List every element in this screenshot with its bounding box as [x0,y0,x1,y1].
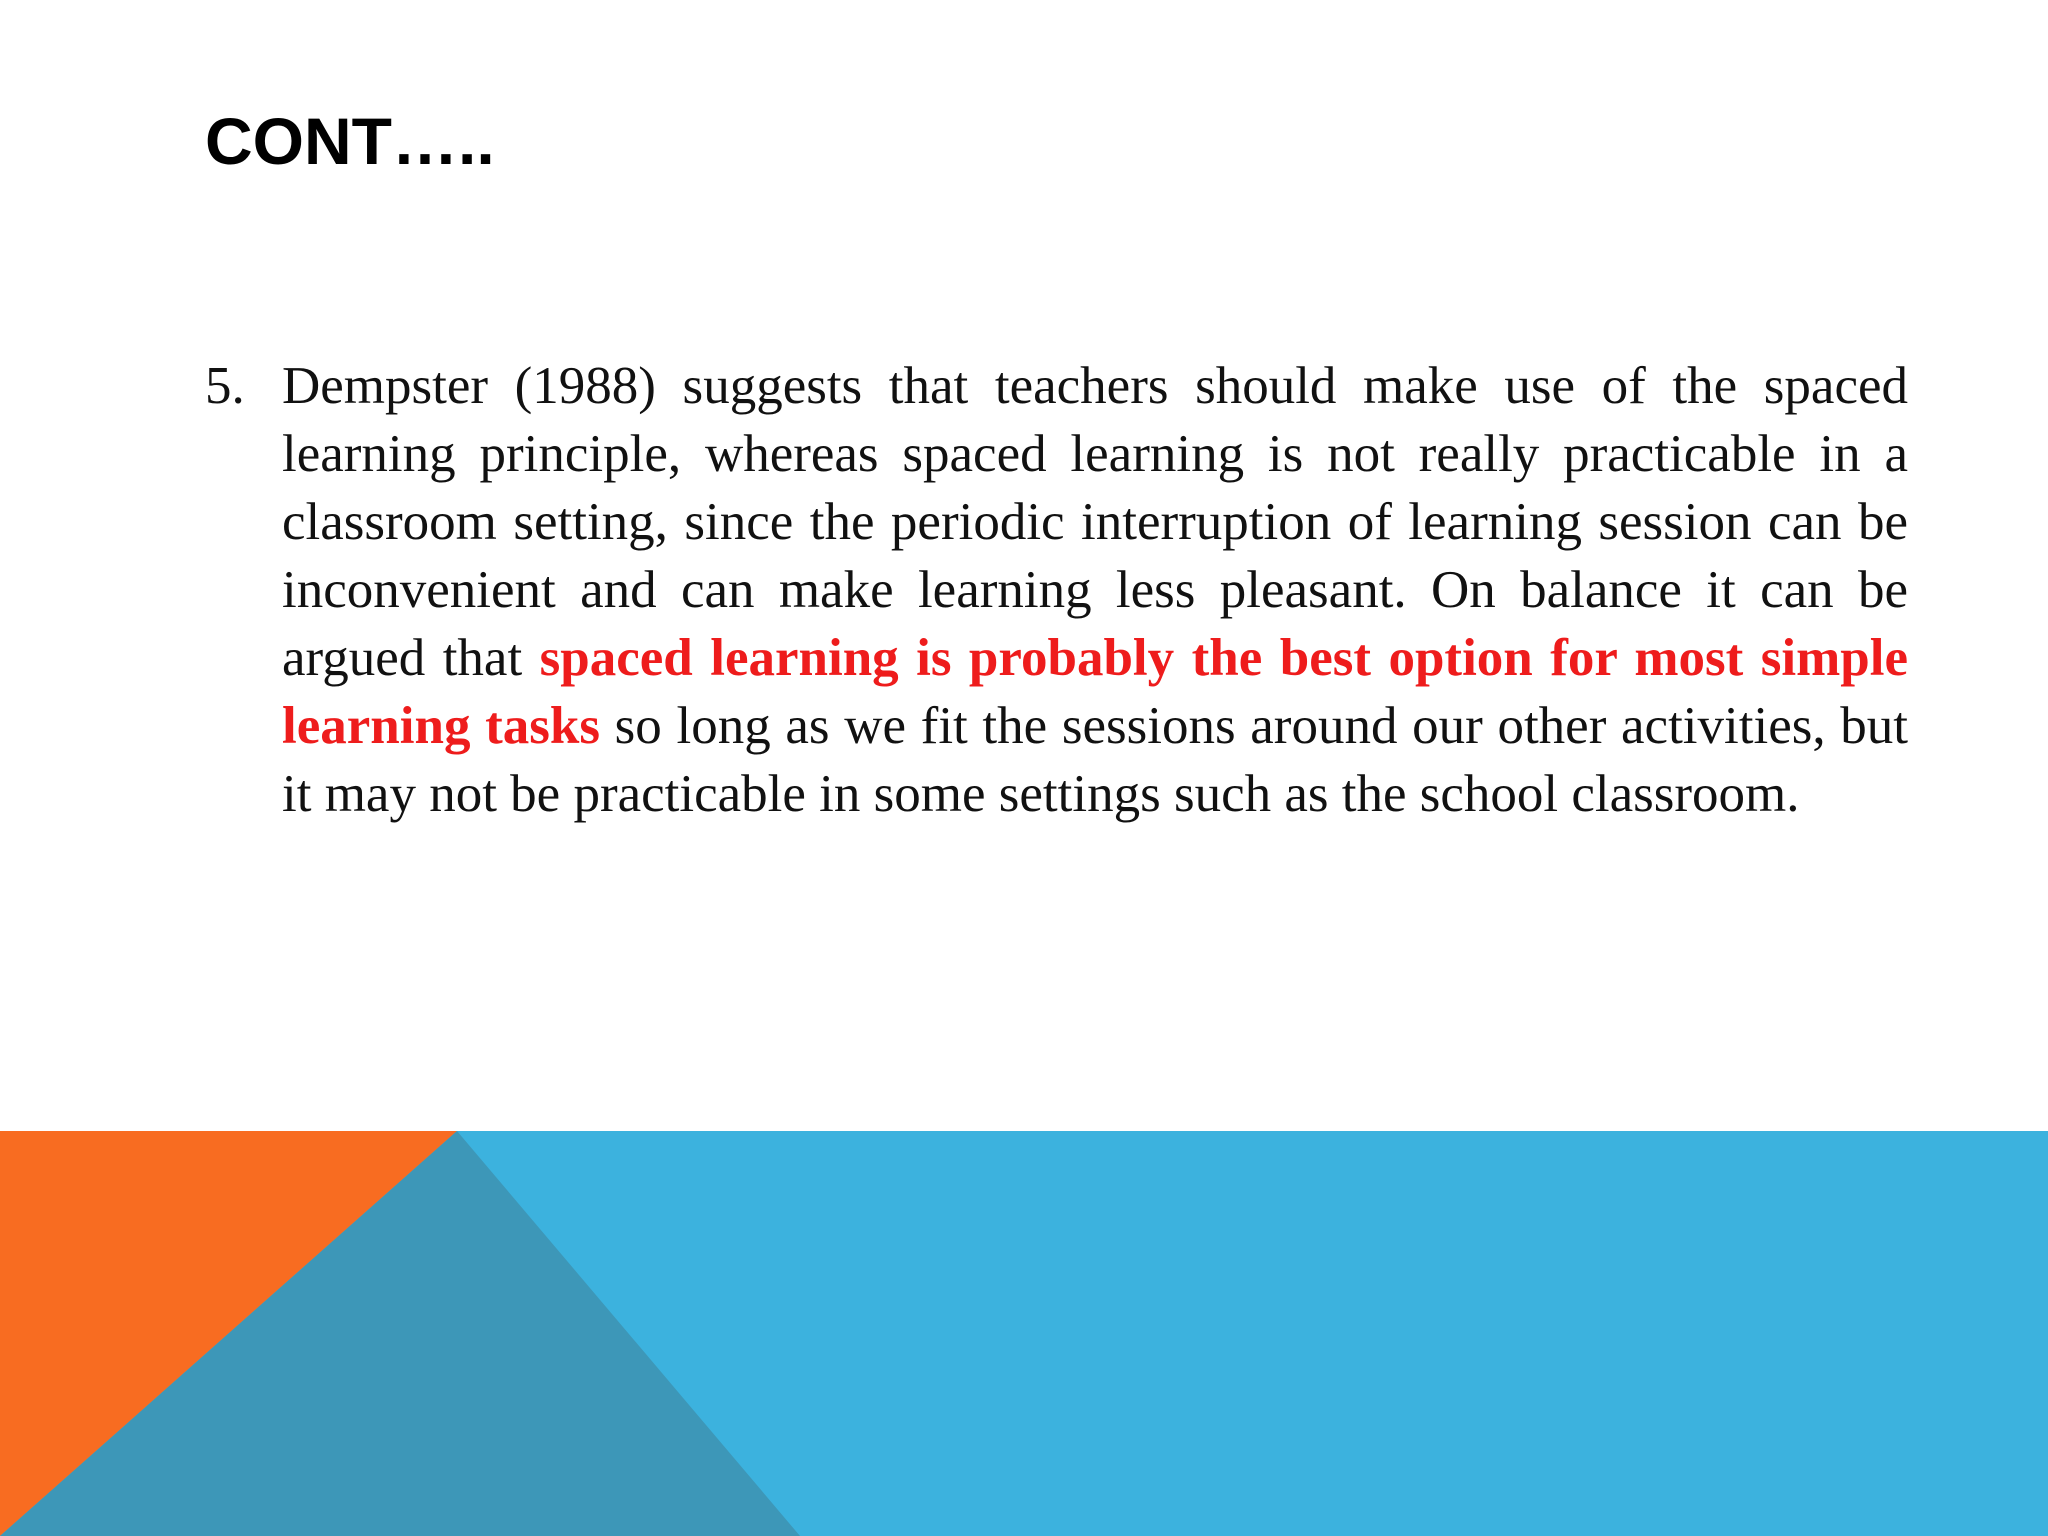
slide-title: CONT….. [205,104,495,178]
decorative-footer [0,1131,2048,1536]
list-item-number: 5. [205,357,245,415]
list-item [205,352,1908,828]
slide-body [205,352,1908,828]
item-text-before: Dempster (1988) suggests that teachers should make use of the spaced learning principle, whereas spaced learning is not really practicable in a classroom setting, since the periodic interruption of learning session can be inconvenient and can make learning less pleasant. On balance it can be argued that [282,357,1908,687]
item-emphasis: spaced learning is probably the best option for most simple learning tasks [282,629,1909,755]
item-text-after: so long as we fit the sessions around our other activities, but it may not be practicable in some settings such as the school classroom. [282,697,1908,823]
